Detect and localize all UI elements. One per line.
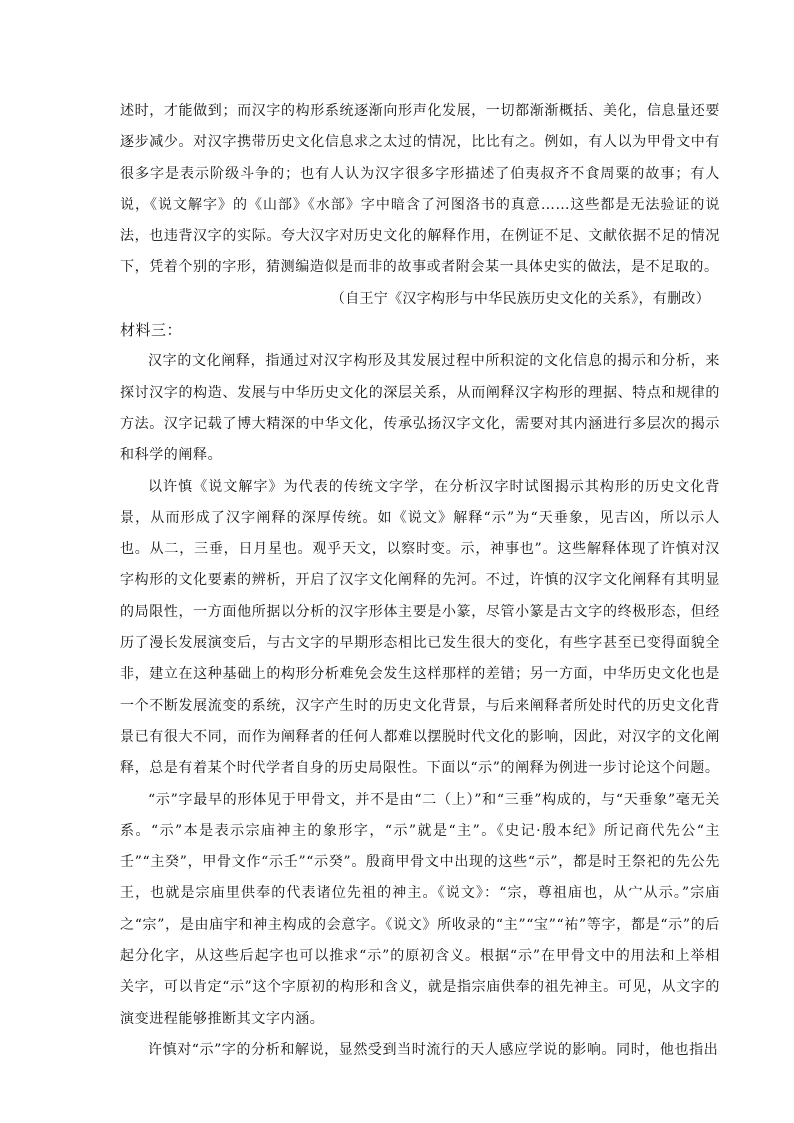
paragraph-continued: 述时，才能做到；而汉字的构形系统逐渐向形声化发展，一切都渐渐概括、美化，信息量还要逐步减少。对汉字携带历史文化信息求之太过的情况，比比有之。例如，有人以为甲骨文中有很多字是表示阶级斗争的；也有人认为汉字很多字形描述了伯夷叔齐不食周粟的故事；有人说，《说文解字》的《山部》《水部》字中暗含了河图洛书的真意……这些都是无法验证的说法，也违背汉字的实际。夸大汉字对历史文化的解释作用，在例证不足、文献依据不足的情况下，凭着个别的字形，猜测编造似是而非的故事或者附会某一具体史实的做法，是不足取的。 xyxy=(120,103,720,276)
paragraph-3: “示”字最早的形体见于甲骨文，并不是由“二（上）”和“三垂”构成的，与“天垂象”毫无关系。“示”本是表示宗庙神主的象形字，“示”就是“主”。《史记·殷本纪》所记商代先公“主壬”“主癸”，甲骨文作“示壬”“示癸”。殷商甲骨文中出现的这些“示”，都是时王祭祀的先公先王，也就是宗庙里供奉的代表诸位先祖的神主。《说文》：“宗，尊祖庙也，从宀从示。”宗庙之“宗”，是由庙宇和神主构成的会意字。《说文》所收录的“主”“宝”“祐”等字，都是“示”的后起分化字，从这些后起字也可以推求“示”的原初含义。根据“示”在甲骨文中的用法和上举相关字，可以肯定“示”这个字原初的构形和含义，就是指宗庙供奉的祖先神主。可见，从文字的演变进程能够推断其文字内涵。 xyxy=(120,791,720,1027)
paragraph-2: 以许慎《说文解字》为代表的传统文字学，在分析汉字时试图揭示其构形的历史文化背景，从而形成了汉字阐释的深厚传统。如《说文》解释“示”为“天垂象，见吉凶，所以示人也。从二，三垂，日月星也。观乎天文，以察时变。示，神事也”。这些解释体现了许慎对汉字构形的文化要素的辨析，开启了汉字文化阐释的先河。不过，许慎的汉字文化阐释有其明显的局限性，一方面他所据以分析的汉字形体主要是小篆，尽管小篆是古文字的终极形态，但经历了漫长发展演变后，与古文字的早期形态相比已发生很大的变化，有些字甚至已变得面貌全非，建立在这种基础上的构形分析难免会发生这样那样的差错；另一方面，中华历史文化也是一个不断发展流变的系统，汉字产生时的历史文化背景，与后来阐释者所处时代的历史文化背景已有很大不同，而作为阐释者的任何人都难以摆脱时代文化的影响，因此，对汉字的文化阐释，总是有着某个时代学者自身的历史局限性。下面以“示”的阐释为例进一步讨论这个问题。 xyxy=(120,478,720,777)
paragraph-1: 汉字的文化阐释，指通过对汉字构形及其发展过程中所积淀的文化信息的揭示和分析，来探讨汉字的构造、发展与中华历史文化的深层关系，从而阐释汉字构形的理据、特点和规律的方法。汉字记载了博大精深的中华文化，传承弘扬汉字文化，需要对其内涵进行多层次的揭示和科学的阐释。 xyxy=(120,353,720,464)
section-heading: 材料三： xyxy=(120,321,183,340)
paragraph-4: 许慎对“示”字的分析和解说，显然受到当时流行的天人感应学说的影响。同时，他也指出 xyxy=(148,1041,719,1058)
source-citation: （自王宁《汉字构形与中华民族历史文化的关系》，有删改） xyxy=(330,290,710,307)
document-page xyxy=(120,96,720,1066)
